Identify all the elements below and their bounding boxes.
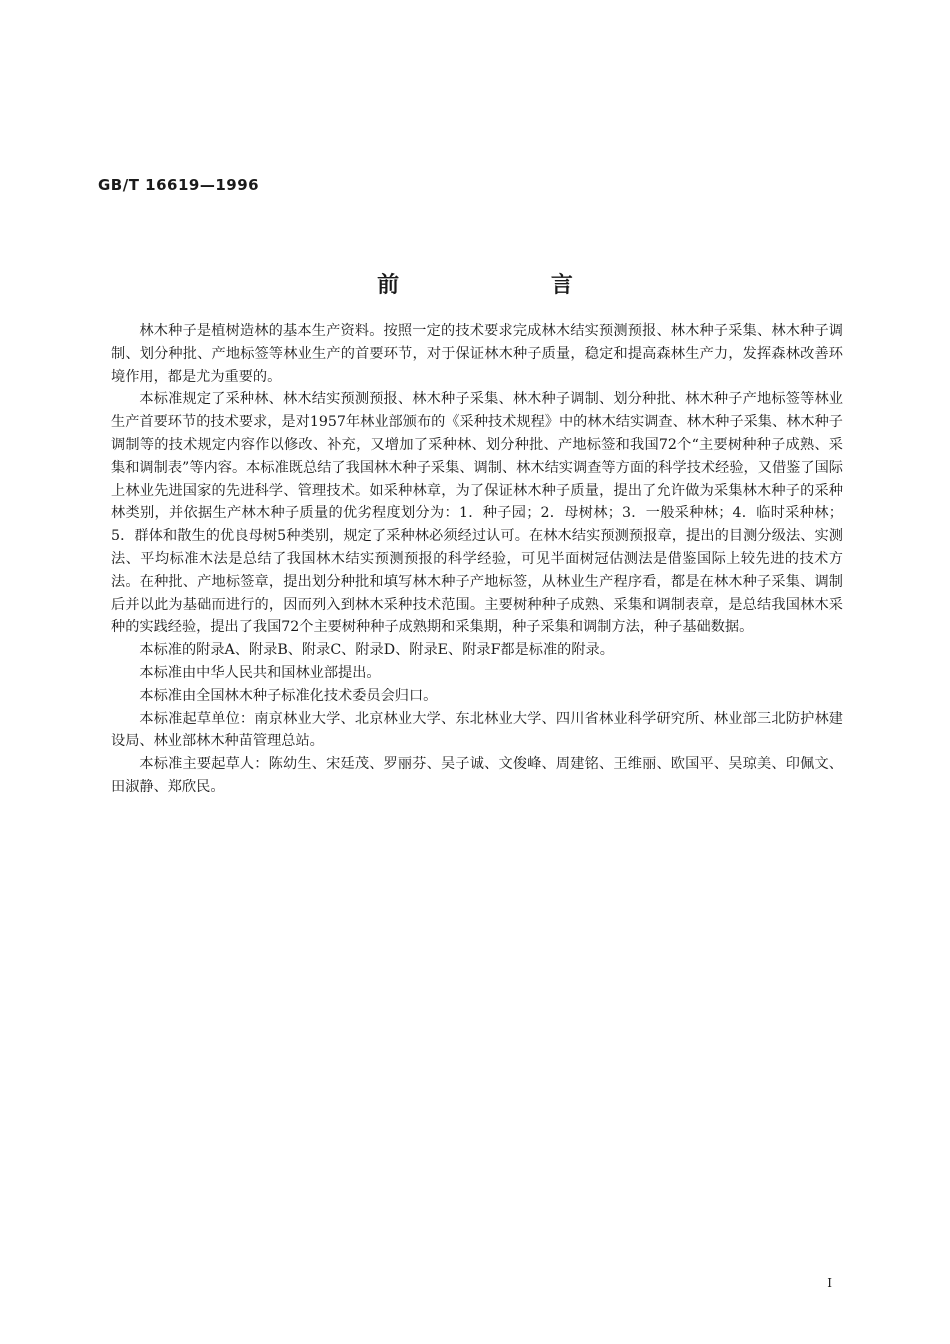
paragraph-drafting-units: 本标准起草单位：南京林业大学、北京林业大学、东北林业大学、四川省林业科学研究所、林业部三北防护林建设局、林业部林木种苗管理总站。: [111, 710, 843, 750]
page-title: 前 言: [377, 273, 645, 298]
paragraph-scope: 本标准规定了采种林、林木结实预测预报、林木种子采集、林木种子调制、划分种批、林木种子产地标签等林业生产首要环节的技术要求，是对1957年林业部颁布的《采种技术规程》中的林木结实调查、林木种子采集、林木种子调制等的技术规定内容作以修改、补充，又增加了采种林、划分种批、产地标签和我国72个“主要树种种子成熟、采集和调制表”等内容。本标准既总结了我国林木种子采集、调制、林木结实调查等方面的科学技术经验，又借鉴了国际上林业先进国家的先进科学、管理技术。如采种林章，为了保证林木种子质量，提出了允许做为采集林木种子的采种林类别，并依据生产林木种子质量的优劣程度划分为：1．种子园；2．母树林；3．一般采种林；4．临时采种林；5．群体和散生的优良母树5种类别，规定了采种林必须经过认可。在林木结实预测预报章，提出的目测分级法、实测法、平均标准木法是总结了我国林木结实预测预报的科学经验，可见半面树冠估测法是借鉴国际上较先进的技术方法。在种批、产地标签章，提出划分种批和填写林木种子产地标签，从林业生产程序看，都是在林木种子采集、调制后并以此为基础而进行的，因而列入到林木采种技术范围。主要树种种子成熟、采集和调制表章，是总结我国林木采种的实践经验，提出了我国72个主要树种种子成熟期和采集期，种子采集和调制方法，种子基础数据。: [111, 391, 843, 636]
foreword-body: [111, 320, 843, 799]
standard-code: GB/T 16619—1996: [98, 176, 260, 194]
paragraph-drafters: 本标准主要起草人：陈幼生、宋廷茂、罗丽芬、吴子诚、文俊峰、周建铭、王维丽、欧国平、吴琼美、印佩文、田淑静、郑欣民。: [111, 756, 843, 795]
page-number: I: [827, 1276, 832, 1290]
paragraph-appendix: 本标准的附录A、附录B、附录C、附录D、附录E、附录F都是标准的附录。: [139, 642, 614, 659]
paragraph-committee: 本标准由全国林木种子标准化技术委员会归口。: [139, 687, 438, 704]
paragraph-proposer: 本标准由中华人民共和国林业部提出。: [139, 664, 381, 681]
paragraph-intro: 林木种子是植树造林的基本生产资料。按照一定的技术要求完成林木结实预测预报、林木种子采集、林木种子调制、划分种批、产地标签等林业生产的首要环节，对于保证林木种子质量，稳定和提高森林生产力，发挥森林改善环境作用，都是尤为重要的。: [111, 323, 843, 385]
